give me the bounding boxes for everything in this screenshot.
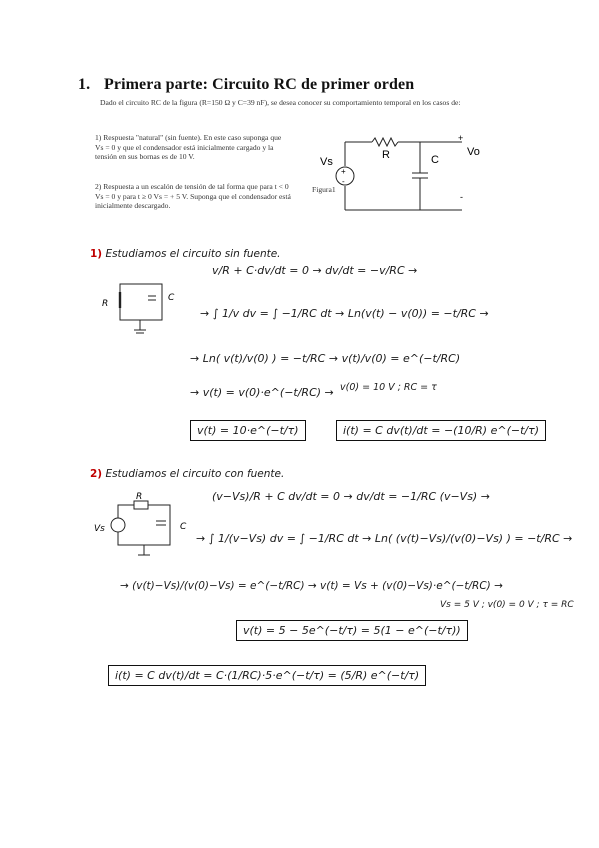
- section1-number: 1): [90, 248, 103, 260]
- sketch1-r: R: [102, 299, 109, 309]
- resistor-icon: [372, 138, 398, 146]
- label-c: C: [431, 154, 439, 166]
- s1-eq4: → v(t) = v(0)·e^(−t/RC) →: [190, 386, 334, 399]
- sketch2-vs: Vs: [94, 524, 105, 534]
- source-minus: -: [342, 177, 345, 186]
- label-vo: Vo: [467, 146, 480, 158]
- page-title: [78, 76, 414, 94]
- section2-circuit-sketch: [90, 492, 200, 565]
- figure-caption: Figura1: [312, 185, 336, 194]
- s2-conditions: Vs = 5 V ; v(0) = 0 V ; τ = RC: [440, 600, 574, 610]
- s1-eq3: → Ln( v(t)/v(0) ) = −t/RC → v(t)/v(0) = e^(−t/RC): [190, 352, 461, 365]
- title-text: Primera parte: Circuito RC de primer orden: [104, 76, 415, 93]
- label-r: R: [382, 149, 390, 161]
- intro-paragraph: Dado el circuito RC de la figura (R=150 Ω y C=39 nF), se desea conocer su comportamiento temporal en los casos de:: [100, 98, 461, 107]
- s1-eq1: v/R + C·dv/dt = 0 → dv/dt = −v/RC →: [212, 264, 418, 277]
- vo-minus: -: [460, 192, 463, 202]
- vo-plus: +: [458, 133, 464, 143]
- item-1-paragraph: 1) Respuesta "natural" (sin fuente). En este caso suponga que Vs = 0 y que el condensador está inicialmente cargado y la tensión en sus bornas es de 10 V.: [95, 133, 282, 161]
- s1-eq2: → ∫ 1/v dv = ∫ −1/RC dt → Ln(v(t) − v(0)) = −t/RC →: [200, 307, 489, 320]
- sketch2-r: R: [136, 492, 143, 502]
- sketch1-c: C: [168, 293, 175, 303]
- s2-eq3: → (v(t)−Vs)/(v(0)−Vs) = e^(−t/RC) → v(t) = Vs + (v(0)−Vs)·e^(−t/RC) →: [120, 580, 503, 592]
- source-plus: +: [341, 167, 346, 176]
- item-2-paragraph: 2) Respuesta a un escalón de tensión de tal forma que para t < 0 Vs = 0 y para t ≥ 0 Vs = + 5 V. Suponga que el condensador está inicialmente descargado.: [95, 182, 291, 210]
- section2-heading: [90, 468, 284, 480]
- s1-result-current: i(t) = C dv(t)/dt = −(10/R) e^(−t/τ): [336, 420, 546, 441]
- s2-result-current: i(t) = C dv(t)/dt = C·(1/RC)·5·e^(−t/τ) = (5/R) e^(−t/τ): [108, 665, 426, 686]
- section1-heading-text: Estudiamos el circuito sin fuente.: [105, 248, 281, 260]
- section1-circuit-sketch: [100, 278, 190, 338]
- rc-circuit-figure: [312, 128, 512, 218]
- section2-heading-text: Estudiamos el circuito con fuente.: [105, 468, 285, 480]
- s2-result-voltage: v(t) = 5 − 5e^(−t/τ) = 5(1 − e^(−t/τ)): [236, 620, 468, 641]
- label-vs: Vs: [320, 156, 333, 168]
- section2-number: 2): [90, 468, 103, 480]
- section1-heading: [90, 248, 281, 260]
- s2-eq1: (v−Vs)/R + C dv/dt = 0 → dv/dt = −1/RC (v−Vs) →: [212, 490, 490, 503]
- s1-result-voltage: v(t) = 10·e^(−t/τ): [190, 420, 306, 441]
- s1-conditions: v(0) = 10 V ; RC = τ: [340, 382, 437, 393]
- sketch2-c: C: [180, 522, 187, 532]
- title-number: 1.: [78, 76, 91, 93]
- s2-eq2: → ∫ 1/(v−Vs) dv = ∫ −1/RC dt → Ln( (v(t)−Vs)/(v(0)−Vs) ) = −t/RC →: [196, 532, 573, 545]
